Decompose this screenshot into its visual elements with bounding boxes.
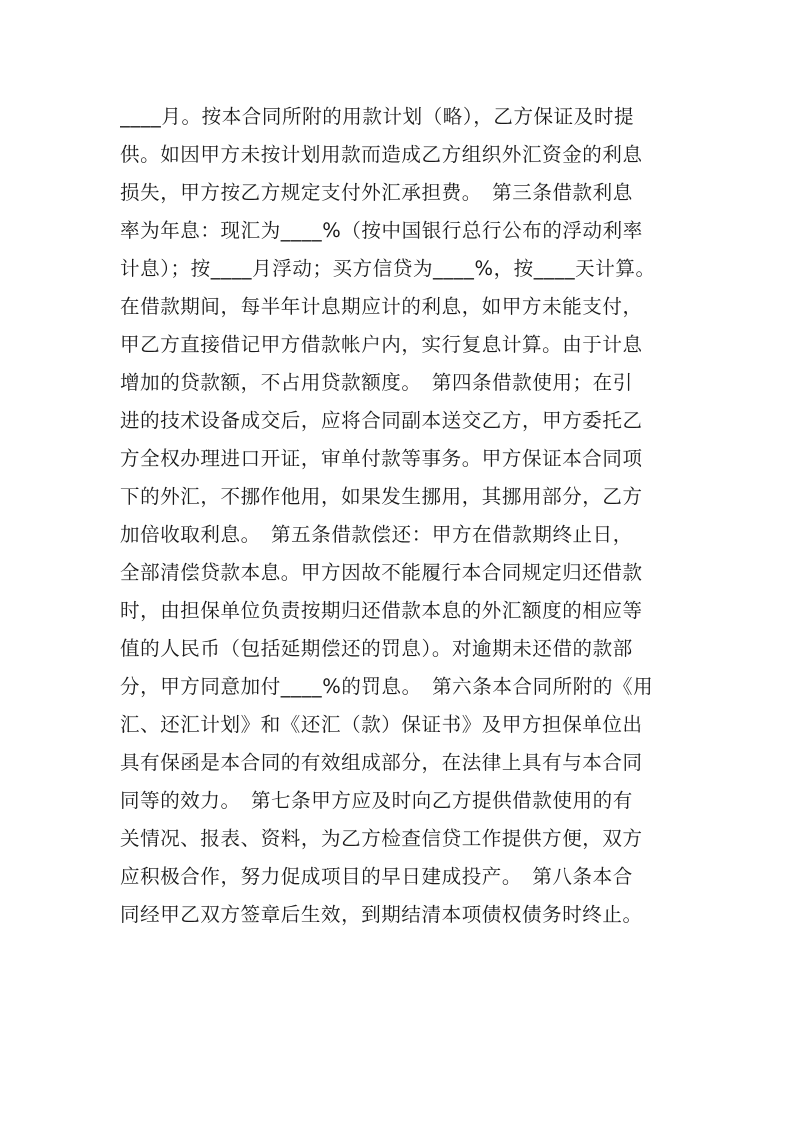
text-line-2: 供。如因甲方未按计划用款而造成乙方组织外汇资金的利息	[120, 143, 643, 166]
text-line-22: 同经甲乙双方签章后生效，到期结清本项债权债务时终止。	[120, 903, 643, 926]
text-line-16: 分，甲方同意加付____%的罚息。 第六条本合同所附的《用	[120, 675, 654, 698]
text-line-1: ____月。按本合同所附的用款计划（略），乙方保证及时提	[120, 105, 635, 128]
text-line-19: 同等的效力。 第七条甲方应及时向乙方提供借款使用的有	[120, 789, 633, 812]
text-line-14: 时，由担保单位负责按期归还借款本息的外汇额度的相应等	[120, 599, 643, 622]
text-line-21: 应积极合作，努力促成项目的早日建成投产。 第八条本合	[120, 865, 633, 888]
text-line-5: 计息）；按____月浮动；买方信贷为____%，按____天计算。	[120, 257, 656, 280]
text-line-11: 下的外汇，不挪作他用，如果发生挪用，其挪用部分，乙方	[120, 485, 643, 508]
contract-body-text	[120, 98, 680, 934]
text-line-7: 甲乙方直接借记甲方借款帐户内，实行复息计算。由于计息	[120, 333, 643, 356]
text-line-6: 在借款期间，每半年计息期应计的利息，如甲方未能支付，	[120, 295, 643, 318]
text-line-15: 值的人民币（包括延期偿还的罚息）。对逾期未还借的款部	[120, 637, 633, 660]
text-line-18: 具有保函是本合同的有效组成部分，在法律上具有与本合同	[120, 751, 643, 774]
text-line-4: 率为年息：现汇为____%（按中国银行总行公布的浮动利率	[120, 219, 643, 242]
text-line-20: 关情况、报表、资料，为乙方检查信贷工作提供方便，双方	[120, 827, 643, 850]
text-line-3: 损失，甲方按乙方规定支付外汇承担费。 第三条借款利息	[120, 181, 633, 204]
text-line-13: 全部清偿贷款本息。甲方因故不能履行本合同规定归还借款	[120, 561, 643, 584]
text-line-10: 方全权办理进口开证，审单付款等事务。甲方保证本合同项	[120, 447, 643, 470]
text-line-8: 增加的贷款额，不占用贷款额度。 第四条借款使用；在引	[120, 371, 633, 394]
text-line-12: 加倍收取利息。 第五条借款偿还：甲方在借款期终止日，	[120, 523, 633, 546]
text-line-17: 汇、还汇计划》和《还汇（款）保证书》及甲方担保单位出	[120, 713, 643, 736]
text-line-9: 进的技术设备成交后，应将合同副本送交乙方，甲方委托乙	[120, 409, 643, 432]
